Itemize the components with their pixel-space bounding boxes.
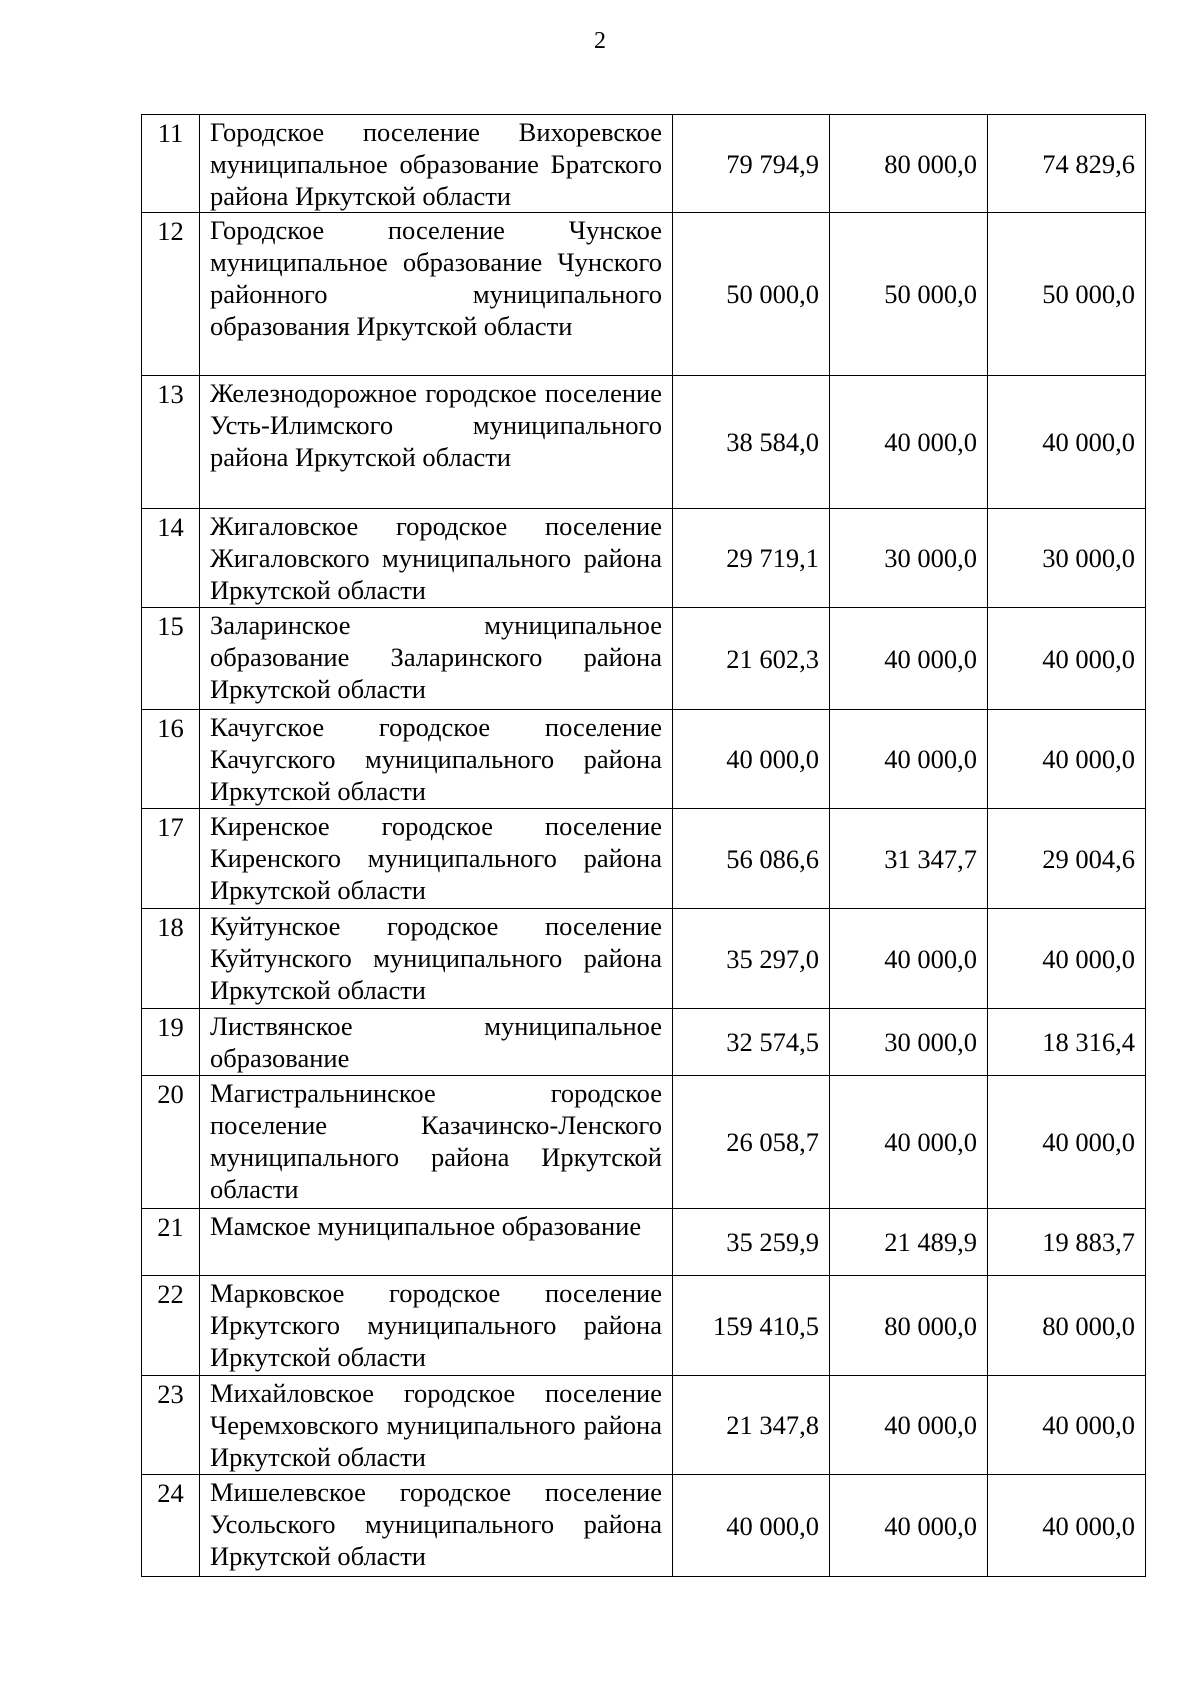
value-column-2: 40 000,0 bbox=[830, 1475, 988, 1577]
row-number: 21 bbox=[142, 1209, 200, 1276]
value-column-2: 40 000,0 bbox=[830, 909, 988, 1009]
row-number: 13 bbox=[142, 376, 200, 509]
municipality-name: Городское поселение Чунское муниципальное образование Чунского районного муниципального образования Иркутской области bbox=[200, 213, 673, 376]
value-column-1: 79 794,9 bbox=[673, 115, 830, 213]
row-number: 24 bbox=[142, 1475, 200, 1577]
value-column-3: 29 004,6 bbox=[988, 809, 1146, 909]
table-row bbox=[142, 509, 1146, 608]
table-row bbox=[142, 213, 1146, 376]
value-column-3: 40 000,0 bbox=[988, 376, 1146, 509]
value-column-2: 40 000,0 bbox=[830, 1076, 988, 1209]
municipality-name: Киренское городское поселение Киренского муниципального района Иркутской области bbox=[200, 809, 673, 909]
municipality-name: Михайловское городское поселение Черемховского муниципального района Иркутской области bbox=[200, 1376, 673, 1475]
value-column-3: 40 000,0 bbox=[988, 710, 1146, 809]
municipality-name: Марковское городское поселение Иркутского муниципального района Иркутской области bbox=[200, 1276, 673, 1376]
table-row bbox=[142, 909, 1146, 1009]
row-number: 12 bbox=[142, 213, 200, 376]
value-column-3: 40 000,0 bbox=[988, 909, 1146, 1009]
municipality-name: Листвянское муниципальное образование bbox=[200, 1009, 673, 1076]
row-number: 23 bbox=[142, 1376, 200, 1475]
table-row bbox=[142, 809, 1146, 909]
value-column-3: 50 000,0 bbox=[988, 213, 1146, 376]
value-column-2: 30 000,0 bbox=[830, 509, 988, 608]
municipality-name: Железнодорожное городское поселение Усть-Илимского муниципального района Иркутской области bbox=[200, 376, 673, 509]
value-column-2: 40 000,0 bbox=[830, 1376, 988, 1475]
table-row bbox=[142, 1376, 1146, 1475]
municipality-name: Мишелевское городское поселение Усольского муниципального района Иркутской области bbox=[200, 1475, 673, 1577]
value-column-2: 80 000,0 bbox=[830, 115, 988, 213]
municipalities-table bbox=[141, 114, 1146, 1577]
value-column-2: 40 000,0 bbox=[830, 608, 988, 710]
value-column-1: 159 410,5 bbox=[673, 1276, 830, 1376]
value-column-1: 29 719,1 bbox=[673, 509, 830, 608]
municipality-name: Заларинское муниципальное образование Заларинского района Иркутской области bbox=[200, 608, 673, 710]
row-number: 22 bbox=[142, 1276, 200, 1376]
value-column-3: 30 000,0 bbox=[988, 509, 1146, 608]
page-number: 2 bbox=[594, 28, 606, 54]
municipality-name: Качугское городское поселение Качугского муниципального района Иркутской области bbox=[200, 710, 673, 809]
municipality-name: Куйтунское городское поселение Куйтунского муниципального района Иркутской области bbox=[200, 909, 673, 1009]
row-number: 11 bbox=[142, 115, 200, 213]
value-column-1: 40 000,0 bbox=[673, 710, 830, 809]
value-column-1: 21 347,8 bbox=[673, 1376, 830, 1475]
table-row bbox=[142, 710, 1146, 809]
row-number: 16 bbox=[142, 710, 200, 809]
table-row bbox=[142, 1475, 1146, 1577]
value-column-3: 40 000,0 bbox=[988, 1376, 1146, 1475]
value-column-1: 40 000,0 bbox=[673, 1475, 830, 1577]
value-column-1: 35 297,0 bbox=[673, 909, 830, 1009]
value-column-2: 80 000,0 bbox=[830, 1276, 988, 1376]
value-column-3: 19 883,7 bbox=[988, 1209, 1146, 1276]
table-row bbox=[142, 1209, 1146, 1276]
value-column-2: 40 000,0 bbox=[830, 710, 988, 809]
value-column-3: 40 000,0 bbox=[988, 608, 1146, 710]
row-number: 20 bbox=[142, 1076, 200, 1209]
row-number: 18 bbox=[142, 909, 200, 1009]
value-column-2: 21 489,9 bbox=[830, 1209, 988, 1276]
value-column-1: 35 259,9 bbox=[673, 1209, 830, 1276]
value-column-2: 31 347,7 bbox=[830, 809, 988, 909]
value-column-1: 38 584,0 bbox=[673, 376, 830, 509]
row-number: 19 bbox=[142, 1009, 200, 1076]
value-column-1: 50 000,0 bbox=[673, 213, 830, 376]
value-column-2: 50 000,0 bbox=[830, 213, 988, 376]
value-column-1: 32 574,5 bbox=[673, 1009, 830, 1076]
value-column-3: 18 316,4 bbox=[988, 1009, 1146, 1076]
table-row bbox=[142, 376, 1146, 509]
value-column-3: 40 000,0 bbox=[988, 1076, 1146, 1209]
municipality-name: Городское поселение Вихоревское муниципальное образование Братского района Иркутской области bbox=[200, 115, 673, 213]
value-column-1: 21 602,3 bbox=[673, 608, 830, 710]
row-number: 17 bbox=[142, 809, 200, 909]
municipality-name: Мамское муниципальное образование bbox=[200, 1209, 673, 1276]
table-row bbox=[142, 115, 1146, 213]
table-row bbox=[142, 1009, 1146, 1076]
municipality-name: Магистральнинское городское поселение Казачинско-Ленского муниципального района Иркутской области bbox=[200, 1076, 673, 1209]
value-column-3: 80 000,0 bbox=[988, 1276, 1146, 1376]
value-column-1: 56 086,6 bbox=[673, 809, 830, 909]
table-row bbox=[142, 1276, 1146, 1376]
value-column-1: 26 058,7 bbox=[673, 1076, 830, 1209]
row-number: 14 bbox=[142, 509, 200, 608]
municipality-name: Жигаловское городское поселение Жигаловского муниципального района Иркутской области bbox=[200, 509, 673, 608]
value-column-2: 30 000,0 bbox=[830, 1009, 988, 1076]
value-column-3: 74 829,6 bbox=[988, 115, 1146, 213]
table-row bbox=[142, 1076, 1146, 1209]
value-column-2: 40 000,0 bbox=[830, 376, 988, 509]
row-number: 15 bbox=[142, 608, 200, 710]
value-column-3: 40 000,0 bbox=[988, 1475, 1146, 1577]
table-row bbox=[142, 608, 1146, 710]
